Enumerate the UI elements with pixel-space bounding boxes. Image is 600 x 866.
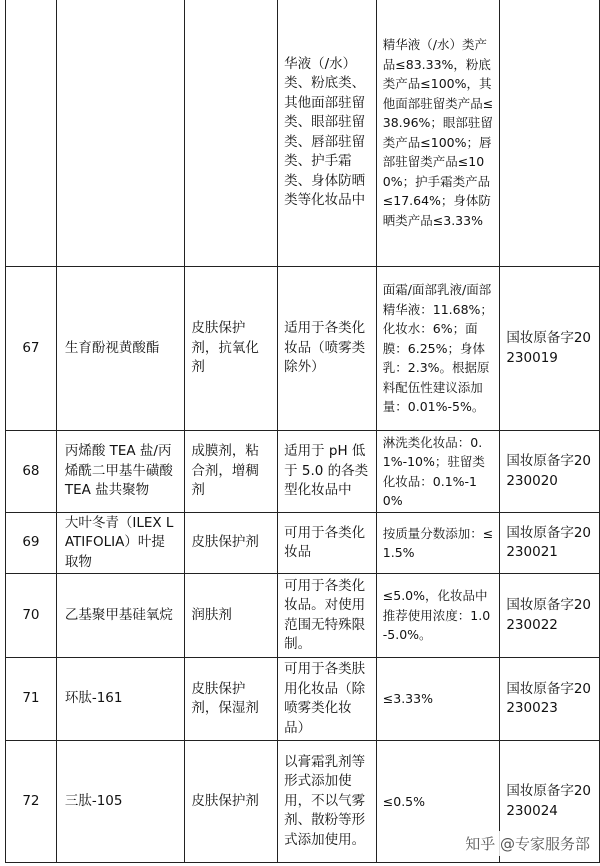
ingredient-name: 生育酚视黄酸酯 xyxy=(56,267,185,431)
ingredient-function: 皮肤保护剂 xyxy=(185,741,278,863)
row-number: 72 xyxy=(6,741,57,863)
ingredient-name: 乙基聚甲基硅氧烷 xyxy=(56,574,185,658)
usage-scope: 可用于各类化妆品。对使用范围无特殊限制。 xyxy=(278,574,377,658)
ingredient-function: 润肤剂 xyxy=(185,574,278,658)
table-row xyxy=(6,0,600,267)
filing-number: 国妆原备字20230022 xyxy=(500,574,600,658)
row-number: 68 xyxy=(6,431,57,513)
ingredient-function: 皮肤保护剂 xyxy=(185,513,278,574)
usage-limit: 淋洗类化妆品：0.1%-10%；驻留类化妆品：0.1%-10% xyxy=(376,431,500,513)
ingredient-name: 大叶冬青（ILEX LATIFOLIA）叶提取物 xyxy=(56,513,185,574)
usage-scope: 以膏霜乳剂等形式添加使用，不以气雾剂、散粉等形式添加使用。 xyxy=(278,741,377,863)
ingredient-table xyxy=(5,0,600,863)
table-row xyxy=(6,574,600,658)
table-row xyxy=(6,267,600,431)
table-row xyxy=(6,658,600,741)
usage-limit: ≤5.0%，化妆品中推荐使用浓度：1.0-5.0%。 xyxy=(376,574,500,658)
filing-number: 国妆原备字20230021 xyxy=(500,513,600,574)
ingredient-name: 丙烯酸 TEA 盐/丙烯酰二甲基牛磺酸 TEA 盐共聚物 xyxy=(56,431,185,513)
row-number: 71 xyxy=(6,658,57,741)
ingredient-function: 皮肤保护剂，保湿剂 xyxy=(185,658,278,741)
row-number: 70 xyxy=(6,574,57,658)
ingredient-function: 皮肤保护剂，抗氧化剂 xyxy=(185,267,278,431)
ingredient-name xyxy=(56,0,185,267)
usage-limit: 按质量分数添加：≤1.5% xyxy=(376,513,500,574)
ingredient-function: 成膜剂，粘合剂，增稠剂 xyxy=(185,431,278,513)
ingredient-name: 环肽-161 xyxy=(56,658,185,741)
usage-scope: 适用于各类化妆品（喷雾类除外） xyxy=(278,267,377,431)
usage-limit: ≤3.33% xyxy=(376,658,500,741)
watermark: 知乎 @专家服务部 xyxy=(461,831,594,856)
usage-scope: 可用于各类肤用化妆品（除喷雾类化妆品） xyxy=(278,658,377,741)
row-number: 67 xyxy=(6,267,57,431)
usage-scope: 华液（/水）类、粉底类、其他面部驻留类、眼部驻留类、唇部驻留类、护手霜类、身体防晒类等化妆品中 xyxy=(278,0,377,267)
usage-scope: 可用于各类化妆品 xyxy=(278,513,377,574)
table-row xyxy=(6,513,600,574)
table-row xyxy=(6,431,600,513)
usage-limit: 精华液（/水）类产品≤83.33%，粉底类产品≤100%，其他面部驻留类产品≤38.96%；眼部驻留类产品≤100%；唇部驻留类产品≤100%；护手霜类产品≤17.64%；身体防晒类产品≤3.33% xyxy=(376,0,500,267)
filing-number: 国妆原备字20230019 xyxy=(500,267,600,431)
row-number: 69 xyxy=(6,513,57,574)
filing-number: 国妆原备字20230020 xyxy=(500,431,600,513)
row-number xyxy=(6,0,57,267)
ingredient-function xyxy=(185,0,278,267)
usage-limit: 面霜/面部乳液/面部精华液：11.68%；化妆水：6%；面膜：6.25%；身体乳：2.3%。根据原料配伍性建议添加量：0.01%-5%。 xyxy=(376,267,500,431)
ingredient-name: 三肽-105 xyxy=(56,741,185,863)
usage-scope: 适用于 pH 低于 5.0 的各类型化妆品中 xyxy=(278,431,377,513)
filing-number: 国妆原备字20230024 xyxy=(500,741,600,863)
filing-number xyxy=(500,0,600,267)
filing-number: 国妆原备字20230023 xyxy=(500,658,600,741)
usage-limit: ≤0.5% xyxy=(376,741,500,863)
